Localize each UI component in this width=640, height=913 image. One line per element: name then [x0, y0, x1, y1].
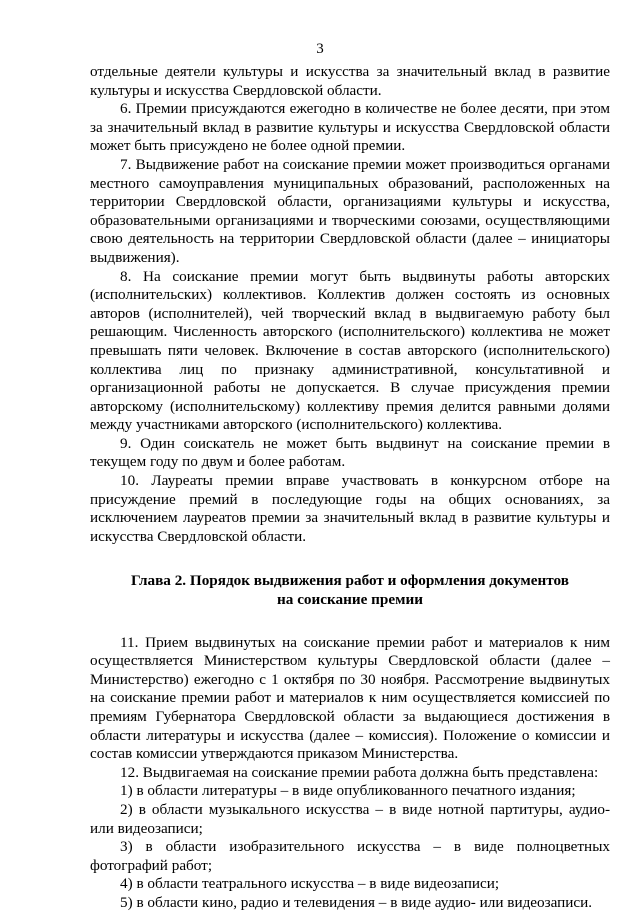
- paragraph-11: 11. Прием выдвинутых на соискание премии работ и материалов к ним осуществляется Министерством культуры Свердловской области (далее – Министерство) ежегодно с 1 октября по 30 ноября. Рассмотрение выдвинутых на соискание премии работ и материалов к ним осуществляется комиссией по премиям Губернатора Свердловской области за выдающиеся достижения в области литературы и искусства (далее – комиссия). Положение о комиссии и состав комиссии утверждаются приказом Министерства.: [90, 633, 610, 763]
- paragraph-continuation: отдельные деятели культуры и искусства за значительный вклад в развитие культуры и искусства Свердловской области.: [90, 63, 610, 99]
- list-item-4: 4) в области театрального искусства – в виде видеозаписи;: [120, 875, 500, 893]
- paragraph-6: 6. Премии присуждаются ежегодно в количестве не более десяти, при этом за значительный вклад в развитие культуры и искусства Свердловской области может быть присуждено не более одной премии.: [90, 100, 610, 155]
- paragraph-12: 12. Выдвигаемая на соискание премии работа должна быть представлена:: [120, 763, 599, 781]
- chapter-heading-line-2: на соискание премии: [277, 591, 423, 609]
- paragraph-10: 10. Лауреаты премии вправе участвовать в конкурсном отборе на присуждение премий в последующие годы на общих основаниях, за исключением лауреатов премии за значительный вклад в развитие культуры и искусства Свердловской области.: [90, 472, 610, 545]
- document-body: [90, 63, 610, 913]
- paragraph-7: 7. Выдвижение работ на соискание премии может производиться органами местного самоуправления муниципальных образований, расположенных на территории Свердловской области, организациями культуры и искусства, образовательными организациями и творческими союзами, осуществляющими свою деятельность на территории Свердловской области (далее – инициаторы выдвижения).: [90, 155, 610, 266]
- list-item-2: 2) в области музыкального искусства – в виде нотной партитуры, аудио- или видеозаписи;: [90, 800, 610, 837]
- chapter-heading-line-1: Глава 2. Порядок выдвижения работ и оформления документов: [131, 572, 569, 590]
- chapter-heading: [90, 572, 610, 609]
- paragraph-8: 8. На соискание премии могут быть выдвинуты работы авторских (исполнительских) коллективов. Коллектив должен состоять из основных авторов (исполнителей), чей творческий вклад в выдвигаемую работу был решающим. Численность авторского (исполнительского) коллектива не может превышать пяти человек. Включение в состав авторского (исполнительского) коллектива лиц по признаку административной, консультативной и организационной работы не допускается. В случае присуждения премии авторскому (исполнительскому) коллективу премия делится равными долями между участниками авторского (исполнительского) коллектива.: [90, 267, 610, 434]
- list-item-3: 3) в области изобразительного искусства – в виде полноцветных фотографий работ;: [90, 838, 610, 874]
- list-item-1: 1) в области литературы – в виде опубликованного печатного издания;: [120, 782, 576, 800]
- page-number: 3: [316, 41, 324, 57]
- list-item-5: 5) в области кино, радио и телевидения – в виде аудио- или видеозаписи.: [120, 893, 593, 911]
- paragraph-9: 9. Один соискатель не может быть выдвинут на соискание премии в текущем году по двум и более работам.: [90, 434, 610, 471]
